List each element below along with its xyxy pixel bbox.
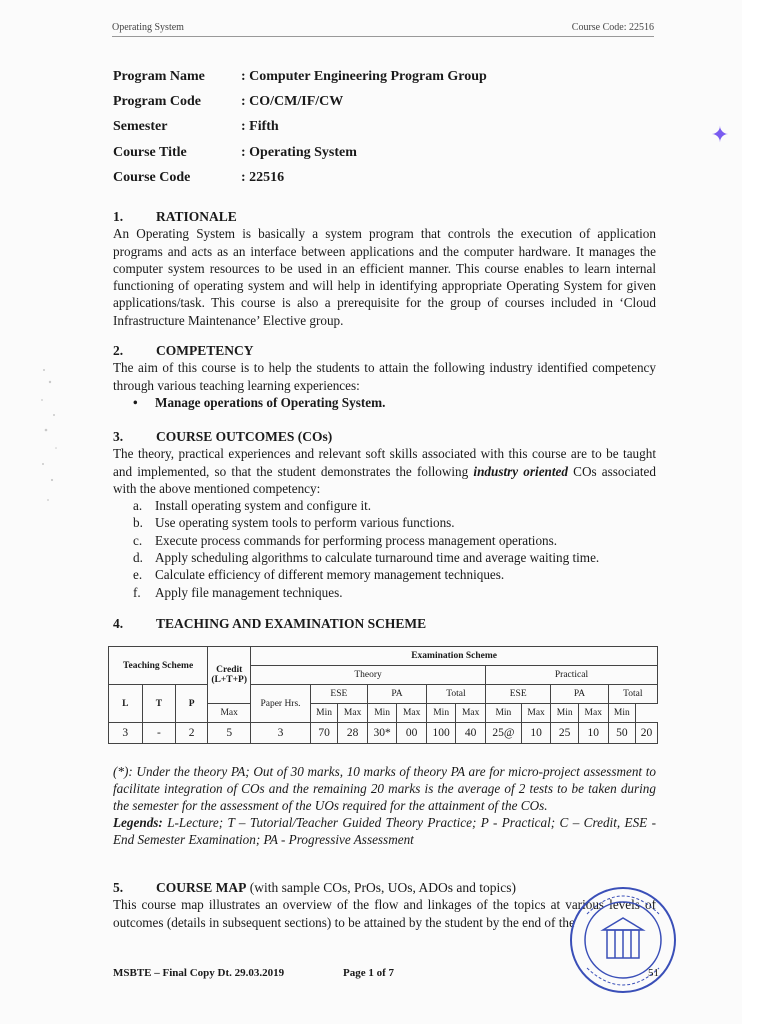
max-header: Max [338, 704, 368, 723]
pa-note: (*): Under the theory PA; Out of 30 marks, 10 marks of theory PA are for micro-project assessment to facilitate integration of COs and the remaining 20 marks is the average of 2 tests to be taken during the semester for the assessment of the UOs required for the attainment of the COs. [113, 764, 656, 813]
min-header: Min [310, 704, 338, 723]
list-item [113, 497, 656, 514]
min-header: Min [551, 704, 579, 723]
scheme-table [108, 646, 658, 744]
credit-header: Credit (L+T+P) [208, 647, 251, 704]
info-row [113, 64, 487, 89]
info-row [113, 89, 487, 114]
section-competency [113, 342, 656, 411]
header-course-name: Operating System [112, 22, 184, 33]
info-label: Program Code [113, 93, 201, 109]
examination-scheme-header: Examination Scheme [251, 647, 658, 666]
section-number: 4. [113, 616, 124, 631]
legend-text: L-Lecture; T – Tutorial/Teacher Guided Theory Practice; P - Practical; C – Credit, ESE - End Semester Examination; PA - Progressive Assessment [113, 815, 656, 847]
info-row [113, 140, 487, 165]
info-value: : Operating System [241, 144, 357, 160]
footer-copy-date: MSBTE – Final Copy Dt. 29.03.2019 [113, 967, 285, 979]
viewer-side-panel [742, 0, 768, 1024]
theory-pa-header: PA [367, 685, 426, 704]
sparkle-icon[interactable]: ✦ [710, 123, 730, 148]
table-cell: 40 [456, 723, 486, 744]
table-cell: 3 [251, 723, 311, 744]
max-header: Max [397, 704, 427, 723]
legend-label: Legends: [113, 815, 163, 830]
practical-header: Practical [485, 666, 657, 685]
info-row [113, 165, 487, 190]
info-label: Semester [113, 119, 168, 135]
section-title: COURSE OUTCOMES (COs) [156, 429, 333, 444]
footer-sheet-number: 51 [648, 967, 659, 979]
item-marker: a. [133, 498, 143, 514]
intro-part: The theory, practical experiences and relevant soft skills associated with this course are to be taught and implemented, so that the student demonstrates the following [113, 446, 656, 479]
info-value: : CO/CM/IF/CW [241, 93, 344, 109]
info-label: Program Name [113, 68, 205, 84]
competency-text: The aim of this course is to help the students to attain the following industry identified competency through various teaching learning experiences: [113, 360, 656, 393]
section-title: TEACHING AND EXAMINATION SCHEME [156, 616, 427, 631]
col-p: P [176, 685, 208, 723]
table-cell: 50 [608, 723, 636, 744]
table-cell: 25 [551, 723, 579, 744]
item-text: Apply file management techniques. [155, 584, 343, 600]
legend [113, 814, 656, 848]
info-row [113, 115, 487, 140]
paper-hrs-header: Paper Hrs. [251, 685, 311, 723]
section-title: COMPETENCY [156, 343, 254, 358]
theory-header: Theory [251, 666, 486, 685]
item-marker: e. [133, 567, 143, 583]
competency-bullet [113, 394, 656, 411]
table-cell: 28 [338, 723, 368, 744]
bullet-marker: • [133, 394, 138, 410]
max-header: Max [578, 704, 608, 723]
practical-total-header: Total [608, 685, 657, 704]
section-number: 2. [113, 343, 124, 358]
info-label: Course Code [113, 169, 191, 185]
min-header: Min [608, 704, 636, 723]
item-text: Calculate efficiency of different memory management techniques. [155, 567, 505, 583]
footer-page-number: Page 1 of 7 [343, 967, 395, 979]
institution-seal [567, 884, 679, 996]
theory-total-header: Total [426, 685, 485, 704]
item-marker: f. [133, 584, 141, 600]
practical-pa-header: PA [551, 685, 608, 704]
info-value: : Fifth [241, 119, 279, 135]
program-info [113, 64, 487, 190]
info-value: : 22516 [241, 169, 285, 185]
table-cell: 10 [578, 723, 608, 744]
item-text: Apply scheduling algorithms to calculate turnaround time and average waiting time. [155, 550, 600, 566]
header-course-code: Course Code: 22516 [571, 22, 654, 33]
max-header: Max [521, 704, 551, 723]
section-heading [113, 615, 656, 632]
section-course-outcomes [113, 428, 656, 601]
page-header [112, 20, 654, 37]
section-number: 1. [113, 209, 124, 224]
item-text: Install operating system and configure it. [155, 498, 372, 514]
section-title: COURSE MAP [156, 880, 247, 895]
bullet-text: Manage operations of Operating System. [155, 394, 386, 410]
course-map-text: This course map illustrates an overview of the flow and linkages of the topics at various levels of outcomes (details in subsequent sections) to be attained by the student by the end of the [113, 897, 656, 930]
col-t: T [142, 685, 176, 723]
section-scheme [113, 615, 656, 632]
table-cell: 00 [397, 723, 427, 744]
section-title: RATIONALE [156, 209, 237, 224]
table-cell: 5 [208, 723, 251, 744]
max-header: Max [208, 704, 251, 723]
scheme-notes [113, 763, 656, 848]
item-marker: c. [133, 532, 143, 548]
item-marker: d. [133, 550, 143, 566]
section-heading [113, 428, 656, 445]
table-cell: - [142, 723, 176, 744]
table-cell: 25@ [485, 723, 521, 744]
scan-noise [36, 360, 66, 520]
section-number: 5. [113, 880, 124, 895]
section-number: 3. [113, 429, 124, 444]
section-rationale [113, 208, 656, 329]
table-cell: 30* [367, 723, 396, 744]
list-item [113, 514, 656, 531]
table-cell: 70 [310, 723, 338, 744]
table-cell: 100 [426, 723, 455, 744]
table-cell: 10 [521, 723, 551, 744]
outcomes-list [113, 497, 656, 601]
min-header: Min [485, 704, 521, 723]
practical-ese-header: ESE [485, 685, 550, 704]
table-cell: 20 [636, 723, 658, 744]
list-item [113, 566, 656, 583]
theory-ese-header: ESE [310, 685, 367, 704]
item-text: Execute process commands for performing process management operations. [155, 532, 558, 548]
info-label: Course Title [113, 144, 187, 160]
teaching-scheme-header: Teaching Scheme [109, 647, 208, 685]
outcomes-intro [113, 445, 656, 497]
list-item [113, 584, 656, 601]
max-header: Max [456, 704, 486, 723]
intro-emphasis: industry oriented [473, 463, 568, 479]
list-item [113, 549, 656, 566]
min-header: Min [426, 704, 455, 723]
section-title-suffix: (with sample COs, PrOs, UOs, ADOs and topics) [246, 880, 516, 895]
intro-part: COs associated with the above mentioned competency: [113, 463, 656, 496]
min-header: Min [367, 704, 396, 723]
col-l: L [109, 685, 143, 723]
info-value: : Computer Engineering Program Group [241, 68, 487, 84]
item-marker: b. [133, 515, 143, 531]
item-text: Use operating system tools to perform various functions. [155, 515, 455, 531]
section-heading [113, 342, 656, 359]
table-cell: 2 [176, 723, 208, 744]
section-heading [113, 208, 656, 225]
table-row [109, 723, 658, 744]
rationale-text: An Operating System is basically a system program that controls the execution of application programs and acts as an interface between applications and the computer hardware. It manages the computer system resources to be used in an efficient manner. This course enables to learn internal functioning of operating system and will help in identifying appropriate Operating System for given applications/task. This course is also a prerequisite for the group of courses included in ‘Cloud Infrastructure Maintenance’ Elective group. [113, 226, 656, 328]
list-item [113, 532, 656, 549]
table-cell: 3 [109, 723, 143, 744]
